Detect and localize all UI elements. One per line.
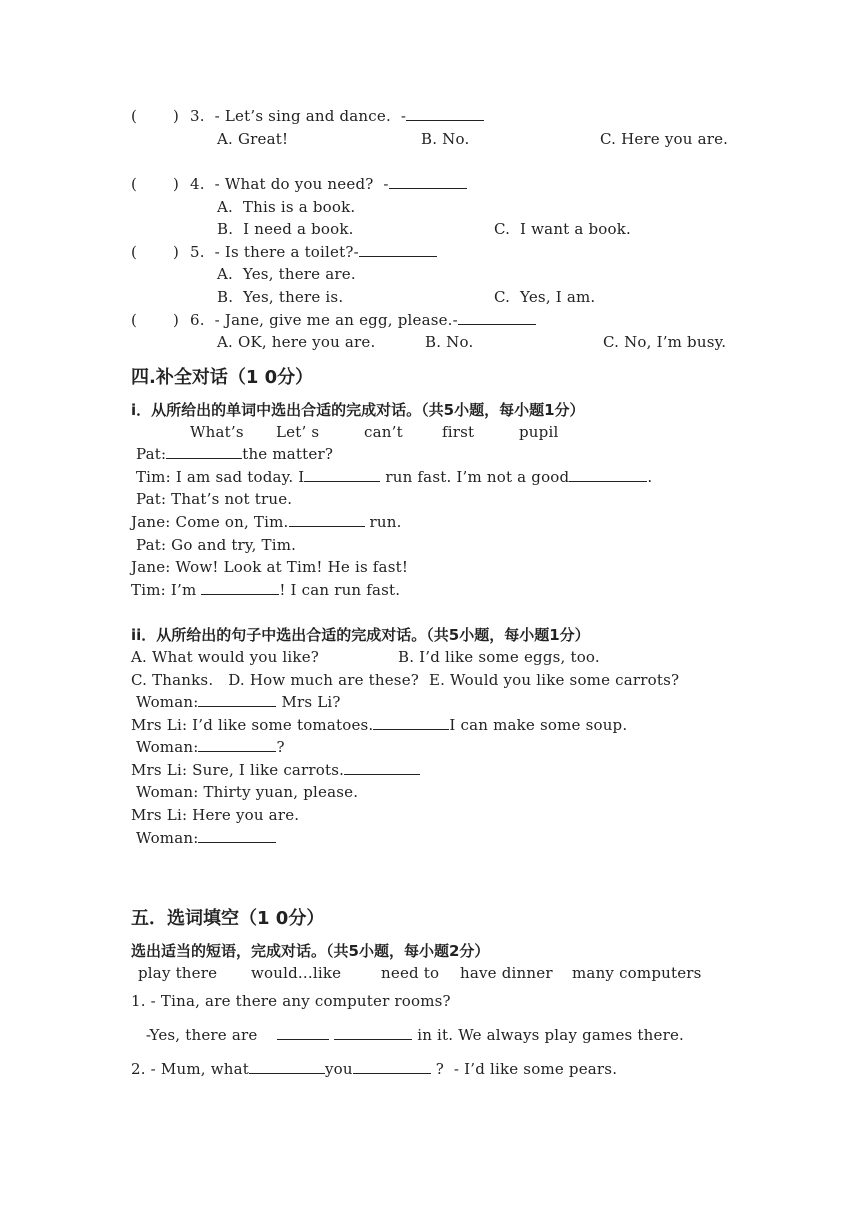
option-b: B. I need a book.: [217, 220, 354, 238]
question-stem: 5. - Is there a toilet?-: [190, 242, 437, 262]
dialog-line: Mrs Li: I’d like some tomatoes. I can make some soup.: [131, 716, 628, 734]
question-line: -Yes, there are in it. We always play games there.: [131, 1026, 684, 1044]
answer-blank[interactable]: [458, 310, 536, 325]
option-a: A. Yes, there are.: [217, 265, 356, 283]
option-c: C. No, I’m busy.: [603, 333, 727, 351]
dialog-line: Pat: Go and try, Tim.: [131, 536, 297, 554]
answer-blank[interactable]: [166, 444, 242, 459]
answer-blank[interactable]: [353, 1059, 431, 1074]
part-title: ii．从所给出的句子中选出合适的完成对话。（共5小题，每小题1分）: [131, 626, 590, 644]
answer-paren-close: ): [173, 175, 180, 193]
question-line: 2. - Mum, what you ? - I’d like some pears.: [131, 1060, 618, 1078]
answer-blank[interactable]: [201, 580, 279, 595]
answer-blank[interactable]: [406, 106, 484, 121]
answer-blank[interactable]: [344, 760, 420, 775]
section-title: 五．选词填空（1 0分）: [131, 908, 325, 929]
dialog-line: Pat: the matter?: [131, 445, 334, 463]
dialog-line: Jane: Wow! Look at Tim! He is fast!: [131, 558, 409, 576]
dialog-line: Pat: That’s not true.: [131, 490, 293, 508]
dialog-line: Jane: Come on, Tim. run.: [131, 513, 402, 531]
answer-paren-open: (: [131, 107, 138, 125]
option-b: B. No.: [425, 333, 474, 351]
word-bank-item: pupil: [519, 423, 559, 441]
option-a: A. This is a book.: [217, 198, 356, 216]
word-bank-item: What’s: [190, 423, 244, 441]
word-bank-item: can’t: [364, 423, 403, 441]
section-title: 四.补全对话（1 0分）: [131, 367, 314, 388]
dialog-line: Tim: I’m ! I can run fast.: [131, 581, 401, 599]
option-c: C. Yes, I am.: [494, 288, 596, 306]
question-stem: 3. - Let’s sing and dance. -: [190, 106, 484, 126]
dialog-line: Woman: Mrs Li?: [131, 693, 341, 711]
answer-blank[interactable]: [277, 1025, 329, 1040]
sentence-option-a: A. What would you like?: [131, 648, 320, 666]
answer-blank[interactable]: [249, 1059, 325, 1074]
answer-blank[interactable]: [198, 692, 276, 707]
option-b: B. No.: [421, 130, 470, 148]
sentence-options-row: C. Thanks. D. How much are these? E. Would you like some carrots?: [131, 671, 680, 689]
answer-paren-open: (: [131, 311, 138, 329]
answer-blank[interactable]: [334, 1025, 412, 1040]
answer-blank[interactable]: [198, 828, 276, 843]
answer-blank[interactable]: [359, 242, 437, 257]
phrase-bank-item: play there: [138, 964, 218, 982]
part-title: i．从所给出的单词中选出合适的完成对话。（共5小题，每小题1分）: [131, 401, 585, 419]
word-bank-item: Let’ s: [276, 423, 320, 441]
question-stem: 4. - What do you need? -: [190, 174, 467, 194]
dialog-line: Woman:: [131, 828, 276, 848]
answer-blank[interactable]: [373, 715, 449, 730]
answer-blank[interactable]: [389, 174, 467, 189]
option-b: B. Yes, there is.: [217, 288, 344, 306]
answer-paren-close: ): [173, 311, 180, 329]
answer-paren-close: ): [173, 107, 180, 125]
dialog-line: Mrs Li: Sure, I like carrots.: [131, 760, 420, 780]
dialog-line: Tim: I am sad today. I run fast. I’m not a good .: [131, 468, 653, 486]
option-a: A. Great!: [217, 130, 289, 148]
answer-blank[interactable]: [569, 467, 647, 482]
dialog-line: Woman: Thirty yuan, please.: [131, 783, 359, 801]
answer-blank[interactable]: [304, 467, 380, 482]
dialog-line: Woman: ?: [131, 738, 285, 756]
option-a: A. OK, here you are.: [217, 333, 376, 351]
answer-blank[interactable]: [198, 737, 276, 752]
part-title: 选出适当的短语，完成对话。（共5小题，每小题2分）: [131, 942, 490, 960]
phrase-bank-item: many computers: [572, 964, 702, 982]
question-line: 1. - Tina, are there any computer rooms?: [131, 992, 451, 1010]
question-stem: 6. - Jane, give me an egg, please.-: [190, 310, 536, 330]
sentence-option-b: B. I’d like some eggs, too.: [398, 648, 600, 666]
answer-paren-close: ): [173, 243, 180, 261]
phrase-bank-item: have dinner: [460, 964, 553, 982]
dialog-line: Mrs Li: Here you are.: [131, 806, 300, 824]
answer-blank[interactable]: [289, 512, 365, 527]
answer-paren-open: (: [131, 243, 138, 261]
answer-paren-open: (: [131, 175, 138, 193]
option-c: C. I want a book.: [494, 220, 632, 238]
word-bank-item: first: [442, 423, 475, 441]
phrase-bank-item: need to: [381, 964, 440, 982]
phrase-bank-item: would...like: [251, 964, 342, 982]
option-c: C. Here you are.: [600, 130, 729, 148]
